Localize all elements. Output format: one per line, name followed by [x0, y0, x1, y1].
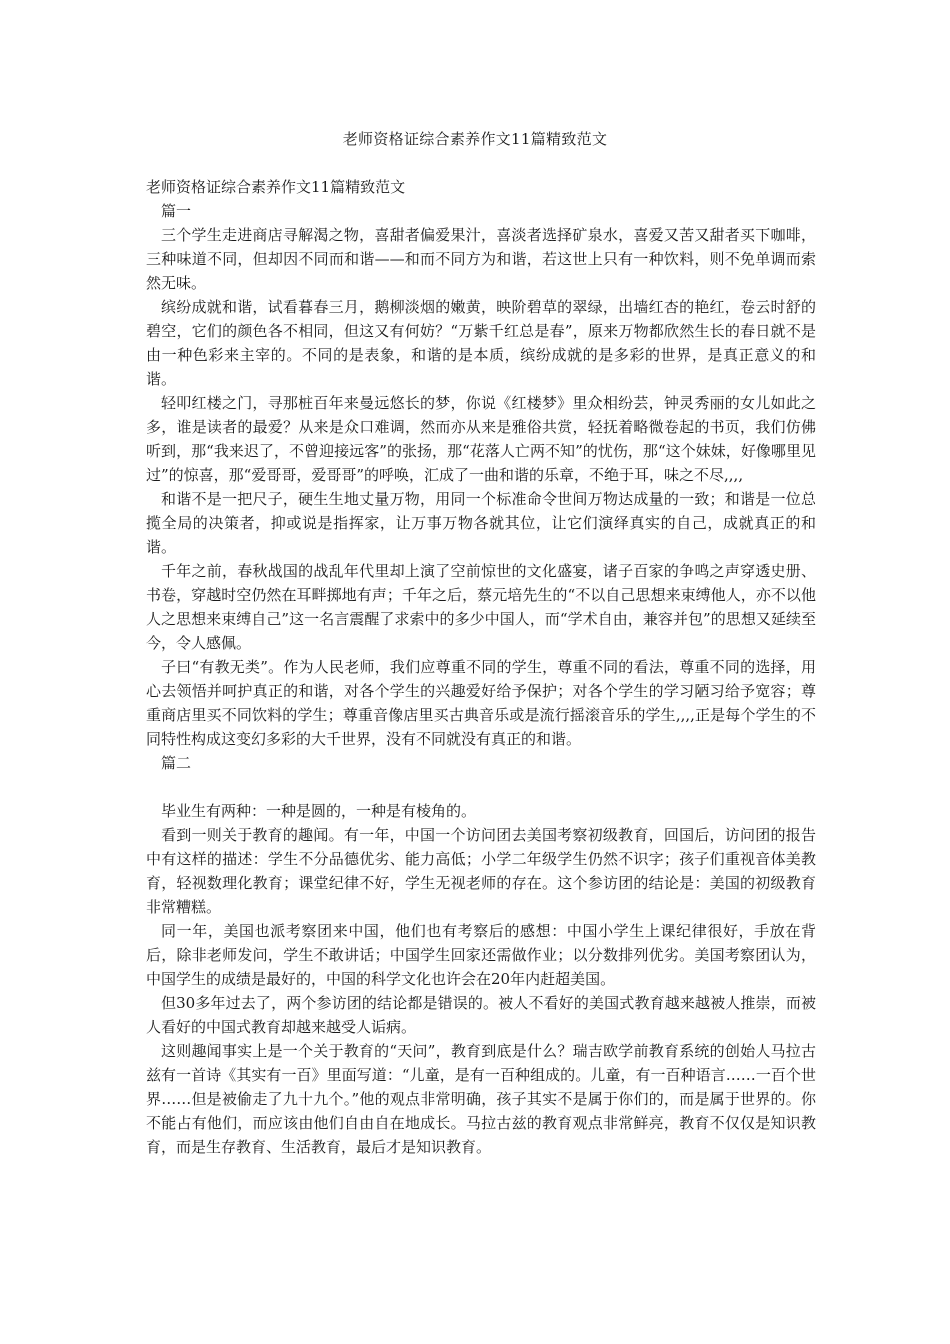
document-title: 老师资格证综合素养作文11篇精致范文 [342, 130, 608, 148]
document-body [146, 175, 816, 1159]
paragraph: 看到一则关于教育的趣闻。有一年，中国一个访问团去美国考察初级教育，回国后，访问团的报告中有这样的描述：学生不分品德优劣、能力高低；小学二年级学生仍然不识字；孩子们重视音体美教育，轻视数理化教育；课堂纪律不好，学生无视老师的存在。这个参访团的结论是：美国的初级教育非常糟糕。 [146, 826, 816, 916]
paragraph: 和谐不是一把尺子，硬生生地丈量万物，用同一个标准命令世间万物达成量的一致；和谐是一位总揽全局的决策者，抑或说是指挥家，让万事万物各就其位，让它们演绎真实的自己，成就真正的和谐。 [146, 490, 816, 556]
paragraph: 这则趣闻事实上是一个关于教育的“天问”，教育到底是什么？瑞吉欧学前教育系统的创始人马拉古兹有一首诗《其实有一百》里面写道：“儿童，是有一百种组成的。儿童，有一百种语言……一百个世界……但是被偷走了九十九个。”他的观点非常明确，孩子其实不是属于你们的，而是属于世界的。你不能占有他们，而应该由他们自由自在地成长。马拉古兹的教育观点非常鲜亮，教育不仅仅是知识教育，而是生存教育、生活教育，最后才是知识教育。 [146, 1042, 816, 1156]
paragraph: 毕业生有两种：一种是圆的，一种是有棱角的。 [161, 802, 477, 820]
paragraph: 三个学生走进商店寻解渴之物，喜甜者偏爱果汁，喜淡者选择矿泉水，喜爱又苦又甜者买下咖啡，三种味道不同，但却因不同而和谐——和而不同方为和谐，若这世上只有一种饮料，则不免单调而索然无味。 [146, 226, 816, 292]
paragraph: 同一年，美国也派考察团来中国，他们也有考察后的感想：中国小学生上课纪律很好，手放在背后，除非老师发问，学生不敢讲话；中国学生回家还需做作业；以分数排列优劣。美国考察团认为，中国学生的成绩是最好的，中国的科学文化也许会在20年内赶超美国。 [146, 922, 816, 988]
document-subtitle: 老师资格证综合素养作文11篇精致范文 [146, 178, 406, 196]
paragraph: 轻叩红楼之门，寻那桩百年来曼远悠长的梦，你说《红楼梦》里众相纷芸，钟灵秀丽的女儿如此之多，谁是读者的最爱？从来是众口难调，然而亦从来是雅俗共赏，轻抚着略微卷起的书页，我们仿佛听到，那“我来迟了，不曾迎接远客”的张扬，那“花落人亡两不知”的忧伤，那“这个妹妹，好像哪里见过”的惊喜，那“爱哥哥，爱哥哥”的呼唤，汇成了一曲和谐的乐章，不绝于耳，味之不尽,,,, [146, 394, 816, 484]
paragraph: 子曰“有教无类”。作为人民老师，我们应尊重不同的学生，尊重不同的看法，尊重不同的选择，用心去领悟并呵护真正的和谐，对各个学生的兴趣爱好给予保护；对各个学生的学习陋习给予宽容；尊重商店里买不同饮料的学生；尊重音像店里买古典音乐或是流行摇滚音乐的学生,,,,正是每个学生的不同特性构成这变幻多彩的大千世界，没有不同就没有真正的和谐。 [146, 658, 816, 748]
section-heading-2: 篇二 [161, 754, 192, 772]
paragraph: 千年之前，春秋战国的战乱年代里却上演了空前惊世的文化盛宴，诸子百家的争鸣之声穿透史册、书卷，穿越时空仍然在耳畔掷地有声；千年之后，蔡元培先生的“不以自己思想来束缚他人，亦不以他人之思想来束缚自己”这一名言震醒了求索中的多少中国人，而“学术自由，兼容并包”的思想又延续至今，令人感佩。 [146, 562, 816, 652]
section-heading-1: 篇一 [161, 202, 192, 220]
paragraph: 缤纷成就和谐，试看暮春三月，鹅柳淡烟的嫩黄，映阶碧草的翠绿，出墙红杏的艳红，卷云时舒的碧空，它们的颜色各不相同，但这又有何妨？“万紫千红总是春”，原来万物都欣然生长的春日就不是由一种色彩来主宰的。不同的是表象，和谐的是本质，缤纷成就的是多彩的世界，是真正意义的和谐。 [146, 298, 816, 388]
paragraph: 但30多年过去了，两个参访团的结论都是错误的。被人不看好的美国式教育越来越被人推崇，而被人看好的中国式教育却越来越受人诟病。 [146, 994, 816, 1036]
blank-line [146, 775, 816, 799]
